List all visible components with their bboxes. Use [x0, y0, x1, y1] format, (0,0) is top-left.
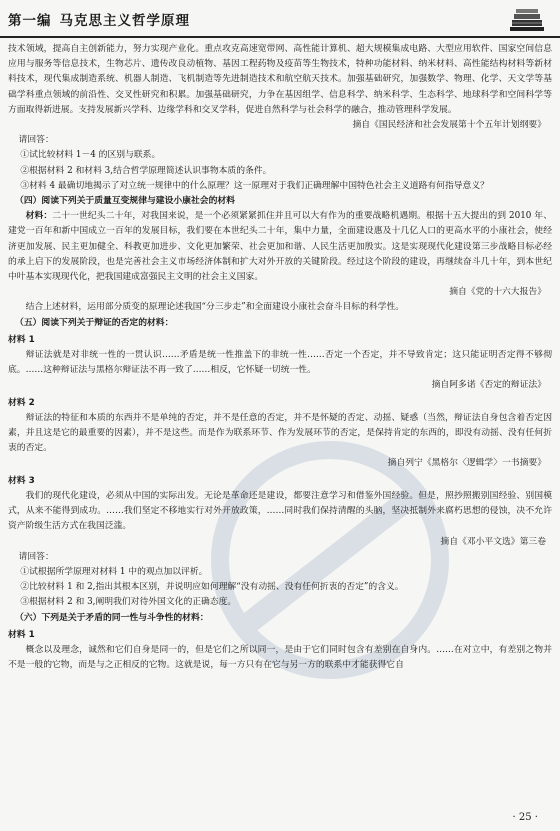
question-item: ②根据材料 2 和材料 3,结合哲学原理简述认识事物本质的条件。 — [20, 165, 272, 176]
book-stack-logo-icon — [506, 2, 548, 34]
source-citation: 摘自《党的十六大报告》 — [449, 287, 546, 298]
question-item: ③根据材料 2 和 3,阐明我们对待外国文化的正确态度。 — [20, 597, 237, 608]
page-content — [8, 42, 552, 801]
material-heading: 材料 3 — [8, 475, 35, 486]
paragraph: 结合上述材料，运用部分质变的原理论述我国“分三步走”和全面建设小康社会奋斗目标的科学性。 — [25, 302, 405, 313]
source-citation: 摘自《国民经济和社会发展第十个五年计划纲要》 — [352, 120, 546, 131]
material-heading: 材料 1 — [8, 334, 35, 345]
part-label: 第一编 — [8, 13, 52, 29]
question-item: ①试根据所学原理对材料 1 中的观点加以评析。 — [20, 566, 208, 577]
paragraph: 技术领域，提高自主创新能力，努力实现产业化。重点攻克高速宽带网、高性能计算机、超大规模集成电路、大型应用软件、国家空间信息应用与服务等信息技术，生物芯片、遗传改良动植物、基因工程药物及疫苗等生物技术，特种功能材料、纳米材料、高性能结构材料等新材料技术，现代集成制造系统、机器人制造、飞机制造等先进制造技术和航空航天技术。加强基础研究，加强数学、物理、化学、天文学等基础学科重点领域的前沿性、交叉性研究和积累。加强基础研究，力争在基因组学、信息科学、纳米科学、生态科学、地球科学和空间科学等方面取得新进展。支持发展新兴学科、边缘学科和交叉学科，促进自然科学与社会科学的融合，推动管理科学发展。 — [8, 44, 552, 115]
question-prompt: 请回答： — [18, 135, 54, 146]
chapter-title: 马克思主义哲学原理 — [59, 13, 190, 29]
source-citation: 摘自《邓小平文选》第三卷 — [440, 536, 546, 547]
page-number: · 25 · — [512, 812, 538, 823]
source-citation: 摘自阿多诺《否定的辩证法》 — [431, 380, 546, 391]
material-heading: 材料 2 — [8, 397, 35, 408]
paragraph: 辩证法就是对非统一性的一贯认识……矛盾是统一性推盖下的非统一性……否定一个否定，并不导致肯定；这只能证明否定得不够彻底。……这种辩证法与黑格尔辩证法不再一致了……相反，它怀疑一切统一性。 — [8, 350, 552, 376]
question-prompt: 请回答： — [18, 551, 54, 562]
section-heading: （五）阅读下列关于辩证的否定的材料： — [15, 317, 174, 328]
question-item: ①试比较材料 1－4 的区别与联系。 — [20, 150, 161, 161]
material-text: 二十一世纪头二十年，对我国来说，是一个必须紧紧抓住并且可以大有作为的重要战略机遇期。根据十五大提出的到 2010 年、建党一百年和新中国成立一百年的发展目标，我们要在本世纪头二十年，集中力量，全面建设惠及十几亿人口的更高水平的小康社会，使经济更加发展、民主更加健全、科教更加进步、文化更加繁荣、社会更加和谐、人民生活更加殷实。这是实现现代化建设第三步战略目标必经的承上启下的发展阶段，也是完善社会主义市场经济体制和扩大对外开放的关键阶段。经过这个阶段的建设，再继续奋斗几十年，到本世纪中叶基本实现现代化，把我国建成富强民主文明的社会主义国家。 — [8, 211, 552, 283]
material-heading: 材料 1 — [8, 629, 35, 640]
question-item: ③材料 4 最确切地揭示了对立统一规律中的什么原理？这一原理对于我们正确理解中国特色社会主义道路有何指导意义？ — [20, 180, 489, 191]
paragraph: 我们的现代化建设，必须从中国的实际出发。无论是革命还是建设，都要注意学习和借鉴外国经验。但是，照抄照搬别国经验、别国模式，从来不能得到成功。……我们坚定不移地实行对外开放政策，……同时我们保持清醒的头脑，坚决抵制外来腐朽思想的侵蚀，决不允许资产阶级生活方式在我国泛滥。 — [8, 490, 552, 532]
source-citation: 摘自列宁《黑格尔〈逻辑学〉一书摘要》 — [387, 458, 546, 469]
material-label: 材料： — [25, 211, 53, 222]
section-heading: （四）阅读下列关于质量互变规律与建设小康社会的材料 — [15, 196, 235, 207]
page-header — [0, 0, 560, 38]
material-paragraph — [8, 209, 552, 285]
paragraph: 概念以及理念，诚然和它们自身是同一的，但是它们之所以同一，是由于它们同时包含有差别在自身内。……在对立中，有差别之物并不是一般的它物，而是与之正相反的它物。这就是说，每一方只有在它与另一方的联系中才能获得它自 — [8, 644, 552, 671]
section-heading: （六）下列是关于矛盾的同一性与斗争性的材料： — [15, 612, 209, 623]
question-item: ②比较材料 1 和 2,指出其根本区别，并说明应如何理解“没有动摇、没有任何折衷的否定”的含义。 — [20, 582, 404, 593]
running-title — [8, 9, 190, 29]
paragraph: 辩证法的特征和本质的东西并不是单纯的否定，并不是任意的否定，并不是怀疑的否定、动摇、疑惑（当然，辩证法自身包含着否定因素，并且这是它的最重要的因素），并不是这些。而是作为联系环节、作为发展环节的否定，是保持肯定的东西的，即没有动摇、没有任何折衷的否定。 — [8, 412, 552, 454]
